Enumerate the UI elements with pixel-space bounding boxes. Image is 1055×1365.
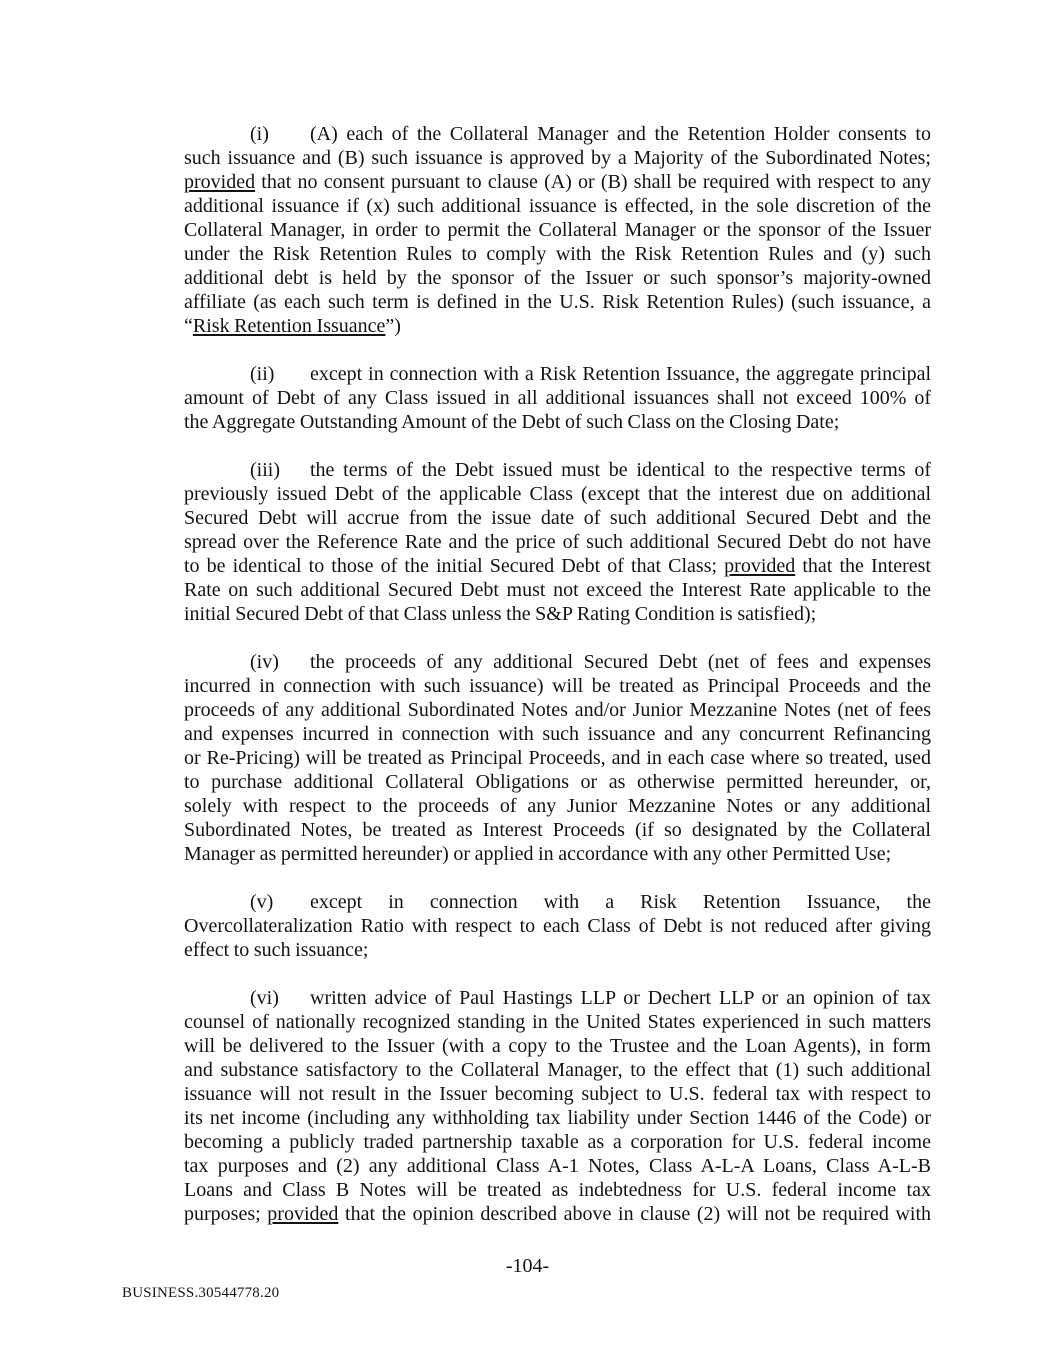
text-line: Overcollateralization Ratio with respect to each Class of Debt is not reduced after giving: [184, 915, 931, 937]
text-line: Manager as permitted hereunder) or applied in accordance with any other Permitted Use;: [184, 843, 892, 865]
text-line: Secured Debt will accrue from the issue date of such additional Secured Debt and the: [184, 507, 931, 529]
document-body: [184, 122, 931, 1250]
underlined-term: provided: [267, 1203, 339, 1225]
text-line: (ii) except in connection with a Risk Retention Issuance, the aggregate principal: [250, 363, 931, 385]
clause-paragraph-i: [184, 122, 931, 338]
clause-label: (iv): [250, 651, 279, 673]
text-line: and expenses incurred in connection with such issuance and any concurrent Refinancing: [184, 723, 931, 745]
text-line: will be delivered to the Issuer (with a copy to the Trustee and the Loan Agents), in form: [184, 1035, 931, 1057]
text-line: “Risk Retention Issuance”): [184, 315, 401, 337]
document-id-footer: BUSINESS.30544778.20: [122, 1285, 280, 1301]
clause-paragraph-ii: [184, 362, 931, 434]
text-line: Rate on such additional Secured Debt must not exceed the Interest Rate applicable to the: [184, 579, 931, 601]
text-line: additional issuance if (x) such additional issuance is effected, in the sole discretion of the: [184, 195, 931, 217]
text-line: its net income (including any withholding tax liability under Section 1446 of the Code) or: [184, 1107, 931, 1129]
clause-paragraph-v: [184, 890, 931, 962]
text-line: under the Risk Retention Rules to comply with the Risk Retention Rules and (y) such: [184, 243, 931, 265]
clause-label: (ii): [250, 363, 275, 385]
text-line: the Aggregate Outstanding Amount of the Debt of such Class on the Closing Date;: [184, 411, 840, 433]
text-line: becoming a publicly traded partnership taxable as a corporation for U.S. federal income: [184, 1131, 931, 1153]
text-line: (iv) the proceeds of any additional Secured Debt (net of fees and expenses: [250, 651, 931, 673]
text-line: (i) (A) each of the Collateral Manager and the Retention Holder consents to: [250, 123, 931, 145]
text-line: counsel of nationally recognized standing in the United States experienced in such matters: [184, 1011, 931, 1033]
text-line: Subordinated Notes, be treated as Interest Proceeds (if so designated by the Collateral: [184, 819, 931, 841]
clause-label: (vi): [250, 987, 279, 1009]
text-line: tax purposes and (2) any additional Class A-1 Notes, Class A-L-A Loans, Class A-L-B: [184, 1155, 931, 1177]
clause-label: (i): [250, 123, 269, 145]
text-line: issuance will not result in the Issuer becoming subject to U.S. federal tax with respect to: [184, 1083, 931, 1105]
text-line: incurred in connection with such issuance) will be treated as Principal Proceeds and the: [184, 675, 931, 697]
text-line: solely with respect to the proceeds of any Junior Mezzanine Notes or any additional: [184, 795, 931, 817]
text-line: amount of Debt of any Class issued in all additional issuances shall not exceed 100% of: [184, 387, 931, 409]
clause-label: (iii): [250, 459, 280, 481]
text-line: or Re-Pricing) will be treated as Principal Proceeds, and in each case where so treated, used: [184, 747, 931, 769]
text-line: to purchase additional Collateral Obligations or as otherwise permitted hereunder, or,: [184, 771, 931, 793]
clause-label: (v): [250, 891, 274, 913]
text-line: to be identical to those of the initial Secured Debt of that Class; provided that the Interest: [184, 555, 931, 577]
text-line: purposes; provided that the opinion described above in clause (2) will not be required with: [184, 1203, 931, 1225]
text-line: and substance satisfactory to the Collateral Manager, to the effect that (1) such additional: [184, 1059, 931, 1081]
text-line: such issuance and (B) such issuance is approved by a Majority of the Subordinated Notes;: [184, 147, 931, 169]
underlined-term: provided: [184, 171, 256, 193]
clause-paragraph-vi: [184, 986, 931, 1226]
clause-paragraph-iv: [184, 650, 931, 866]
page-number: -104-: [505, 1255, 550, 1277]
text-line: effect to such issuance;: [184, 939, 369, 961]
text-line: affiliate (as each such term is defined in the U.S. Risk Retention Rules) (such issuance, a: [184, 291, 931, 313]
text-line: provided that no consent pursuant to clause (A) or (B) shall be required with respect to any: [184, 171, 931, 193]
text-line: initial Secured Debt of that Class unless the S&P Rating Condition is satisfied);: [184, 603, 817, 625]
text-line: Collateral Manager, in order to permit the Collateral Manager or the sponsor of the Issuer: [184, 219, 931, 241]
text-line: (v) except in connection with a Risk Retention Issuance, the: [250, 891, 931, 913]
underlined-term: provided: [724, 555, 796, 577]
underlined-term: Risk Retention Issuance: [192, 315, 386, 337]
text-line: additional debt is held by the sponsor of the Issuer or such sponsor’s majority-owned: [184, 267, 931, 289]
text-line: spread over the Reference Rate and the price of such additional Secured Debt do not have: [184, 531, 931, 553]
clause-paragraph-iii: [184, 458, 931, 626]
text-line: proceeds of any additional Subordinated Notes and/or Junior Mezzanine Notes (net of fees: [184, 699, 931, 721]
text-line: (vi) written advice of Paul Hastings LLP or Dechert LLP or an opinion of tax: [250, 987, 931, 1009]
text-line: previously issued Debt of the applicable Class (except that the interest due on additional: [184, 483, 931, 505]
text-line: Loans and Class B Notes will be treated as indebtedness for U.S. federal income tax: [184, 1179, 931, 1201]
text-line: (iii) the terms of the Debt issued must be identical to the respective terms of: [250, 459, 931, 481]
